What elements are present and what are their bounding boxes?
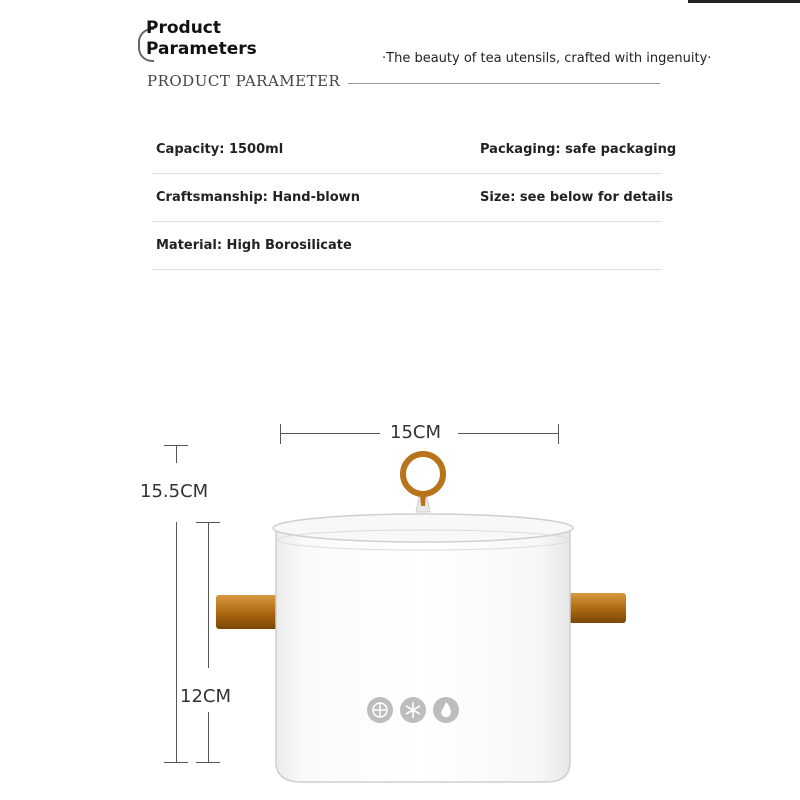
body-height-label: 12CM (180, 686, 232, 707)
glass-pot-image (210, 440, 640, 790)
parameter-row (152, 174, 674, 222)
top-edge-bar (688, 0, 800, 3)
section-subtitle: PRODUCT PARAMETER (147, 72, 341, 90)
param-craftsmanship: Craftsmanship: Hand-blown (156, 190, 360, 205)
pot-body (276, 528, 570, 782)
header-divider (348, 83, 660, 84)
parameter-row (152, 222, 662, 270)
total-height-line (176, 445, 177, 463)
title-line-1: Product (146, 18, 221, 38)
globe-icon (367, 697, 393, 723)
parameter-table (152, 126, 677, 270)
pot-lid (273, 514, 573, 542)
param-packaging: Packaging: safe packaging (480, 142, 677, 157)
param-material: Material: High Borosilicate (156, 238, 352, 253)
body-height-line (208, 522, 209, 668)
section-title (146, 18, 257, 60)
tagline: ·The beauty of tea utensils, crafted with ingenuity· (382, 51, 712, 66)
glass-pot-illustration (210, 440, 640, 790)
parameter-row (152, 126, 677, 174)
snowflake-icon (400, 697, 426, 723)
section-header (136, 16, 712, 96)
title-line-2: Parameters (146, 39, 257, 59)
param-size: Size: see below for details (480, 190, 674, 205)
left-handle (216, 595, 280, 629)
width-dim-right-line (458, 433, 558, 434)
flame-icon (433, 697, 459, 723)
param-capacity: Capacity: 1500ml (156, 142, 284, 157)
total-height-line-lower (176, 522, 177, 762)
width-dim-left-line (280, 433, 380, 434)
width-dimension-label: 15CM (390, 422, 442, 443)
body-height-line-lower (208, 712, 209, 762)
lid-knob-ring (403, 454, 443, 494)
total-height-bottom-tick (164, 762, 188, 763)
total-height-label: 15.5CM (140, 481, 209, 502)
right-handle (562, 593, 626, 623)
